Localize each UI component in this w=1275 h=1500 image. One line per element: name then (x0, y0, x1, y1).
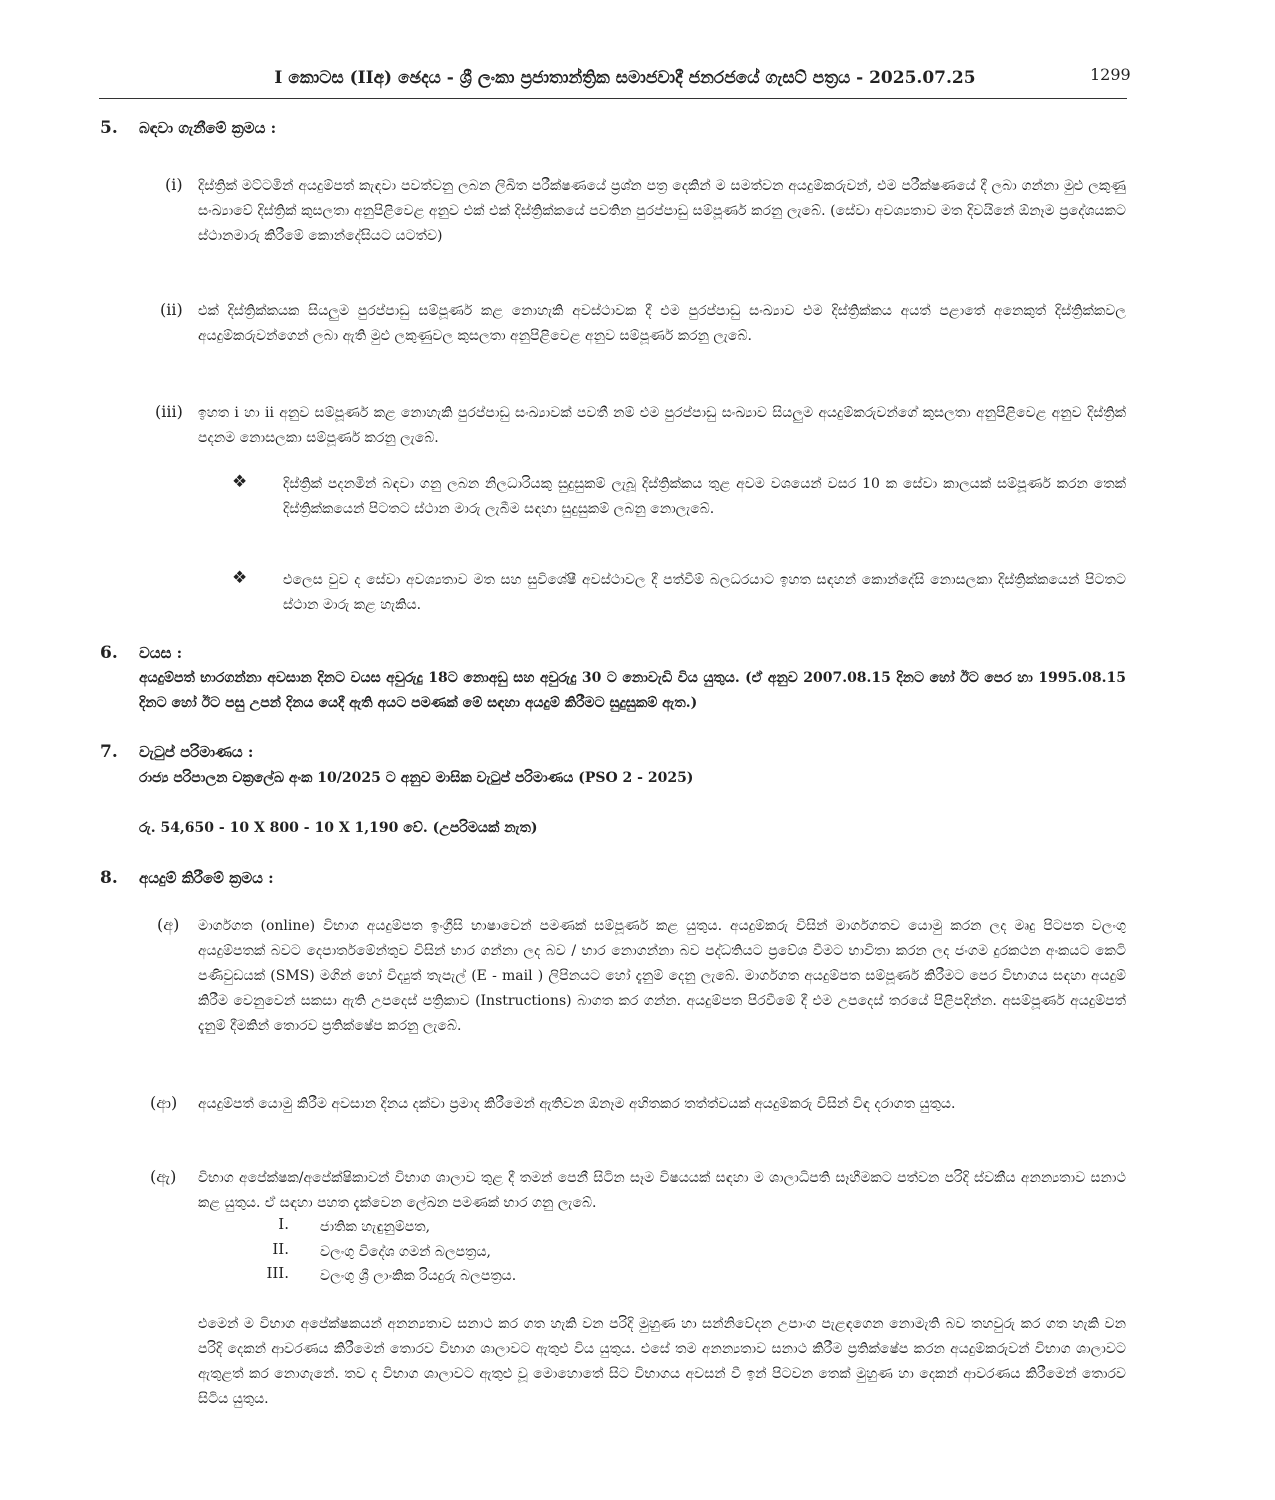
section-6-title: වයස : (139, 644, 183, 662)
section-7-title: වැටුප් පරිමාණය : (139, 743, 254, 761)
document-list-number: II. (272, 1240, 289, 1258)
section-6-text: අයදුම්පත් භාරගන්නා අවසාන දිනට වයස අවුරුදු 18ට නොඅඩු සහ අවුරුදු 30 ට නොවැඩි විය යුතුය. (ඒ අනුව 2007.08.15 දිනට හෝ ඊට පෙර හා 1995.08.15 දිනට හෝ ඊට පසු උපන් දිනය යෙදී ඇති අයට පමණක් මේ සඳහා අයදුම් කිරීමට සුදුසුකම් ඇත.) (139, 670, 1126, 711)
section-5-item-1-text: දිස්ත්‍රික් මට්ටමින් අයදුම්පත් කැඳවා පවත්වනු ලබන ලිඛිත පරීක්ෂණයේ ප්‍රශ්න පත්‍ර දෙකින් ම සමත්වන අයදුම්කරුවන්, එම පරීක්ෂණයේ දී ලබා ගන්නා මුළු ලකුණු සංඛ්‍යාවේ දිස්ත්‍රික් කුසලතා අනුපිළිවෙළ අනුව එක් එක් දිස්ත්‍රික්කයේ පවතින පුරප්පාඩු සම්පූර්ණ කරනු ලැබේ. (සේවා අවශ්‍යතාව මත දිවයිනේ ඕනෑම ප්‍රදේශයකට ස්ථානමාරු කිරීමේ කොන්දේසියට යටත්ව) (198, 178, 1126, 244)
section-8-number: 8. (100, 868, 118, 888)
section-7-line-1: රාජ්‍ය පරිපාලන චක්‍රලේඛ අංක 10/2025 ට අනුව මාසික වැටුප් පරිමාණය (PSO 2 - 2025) (139, 770, 694, 786)
document-list-item: ජාතික හැඳුනුම්පත, (320, 1219, 431, 1235)
section-5-item-3-label: (iii) (155, 402, 183, 421)
bullet-icon: ❖ (232, 568, 248, 588)
section-5-item-2-label: (ii) (160, 300, 183, 319)
document-list-item: වලංගු ශ්‍රී ලාංකික රියදුරු බලපත්‍රය. (320, 1268, 517, 1284)
section-8-item-aa-text: අයදුම්පත් යොමු කිරීම අවසාන දිනය දක්වා ප්‍රමාද කිරීමෙන් ඇතිවන ඕනෑම අහිතකර තත්ත්වයක් අයදුම්කරු විසින් විඳ දරාගත යුතුය. (198, 1096, 956, 1112)
section-5-item-3-text: ඉහත i හා ii අනුව සම්පූර්ණ කළ නොහැකි පුරප්පාඩු සංඛ්‍යාවක් පවතී නම් එම පුරප්පාඩු සංඛ්‍යාව සියලුම අයදුම්කරුවන්ගේ කුසලතා අනුපිළිවෙළ අනුව දිස්ත්‍රික් පදනම නොසලකා සම්පූර්ණ කරනු ලැබේ. (198, 405, 1126, 446)
section-6-number: 6. (100, 643, 118, 663)
document-list-number: I. (278, 1215, 289, 1233)
section-8-item-a-text: මාර්ගගත (online) විභාග අයදුම්පත ඉංග්‍රීසි භාෂාවෙන් පමණක් සම්පූර්ණ කළ යුතුය. අයදුම්කරු විසින් මාර්ගගතව යොමු කරන ලද මෘදු පිටපත වලංගු අයදුම්පතක් බවට දෙපාර්තමේන්තුව විසින් භාර ගන්නා ලද බව / භාර නොගන්නා බව පද්ධතියට ප්‍රවේශ වීමට භාවිතා කරන ලද ජංගම දුරකථන අංකයට කෙටි පණිවුඩයක් (SMS) මගින් හෝ විද්‍යුත් තැපැල් (E - mail ) ලිපිනයට හෝ දැනුම් දෙනු ලැබේ. මාර්ගගත අයදුම්පත සම්පූර්ණ කිරීමට පෙර විභාගය සඳහා අයදුම් කිරීම වෙනුවෙන් සකසා ඇති උපදෙස් පත්‍රිකාව (Instructions) බාගත කර ගන්න. අයදුම්පත පිරවීමේ දී එම උපදෙස් තරයේ පිළිපදින්න. අසම්පූර්ණ අයදුම්පත් දැනුම් දීමකින් තොරව ප්‍රතික්ෂේප කරනු ලැබේ. (198, 918, 1126, 1034)
bullet-icon: ❖ (232, 472, 248, 492)
section-5-number: 5. (100, 118, 118, 138)
section-8-closing-paragraph: එමෙන් ම විභාග අපේක්ෂකයන් අනන්‍යතාව සනාථ කර ගත හැකි වන පරිදි මුහුණ හා සන්නිවේදන උපාංග පැළඳගෙන නොමැති බව තහවුරු කර ගත හැකි වන පරිදි දෙකන් ආවරණය කිරීමෙන් තොරව විභාග ශාලාවට ඇතුළු විය යුතුය. එසේ තම අනන්‍යතාව සනාථ කිරීම ප්‍රතික්ෂේප කරන අයදුම්කරුවන් විභාග ශාලාවට ඇතුළත් කර නොගැනේ. තව ද විභාග ශාලාවට ඇතුළු වූ මොහොතේ සිට විභාගය අවසන් වී ඉන් පිටවන තෙක් මුහුණ හා දෙකන් ආවරණය කිරීමෙන් තොරව සිටිය යුතුය. (198, 1316, 1126, 1407)
section-5-bullet-1-text: දිස්ත්‍රික් පදනමින් බඳවා ගනු ලබන නිලධාරියකු සුදුසුකම් ලැබූ දිස්ත්‍රික්කය තුළ අවම වශයෙන් වසර 10 ක සේවා කාලයක් සම්පූර්ණ කරන තෙක් දිස්ත්‍රික්කයෙන් පිටතට ස්ථාන මාරු ලැබීම සඳහා සුදුසුකම් ලබනු නොලැබේ. (283, 476, 1126, 517)
section-8-item-ae-text: විභාග අපේක්ෂක/අපේක්ෂිකාවන් විභාග ශාලාව තුළ දී තමන් පෙනී සිටින සෑම විෂයයක් සඳහා ම ශාලාධිපති සෑහීමකට පත්වන පරිදි ස්වකීය අනන්‍යතාව සනාථ කළ යුතුය. ඒ සඳහා පහත දැක්වෙන ලේඛන පමණක් භාර ගනු ලැබේ. (198, 1170, 1126, 1211)
section-5-item-2-text: එක් දිස්ත්‍රික්කයක සියලුම පුරප්පාඩු සම්පූර්ණ කළ නොහැකි අවස්ථාවක දී එම පුරප්පාඩු සංඛ්‍යාව එම දිස්ත්‍රික්කය අයත් පළාතේ අනෙකුත් දිස්ත්‍රික්කවල අයදුම්කරුවන්ගෙන් ලබා ඇති මුළු ලකුණුවල කුසලතා අනුපිළිවෙළ අනුව සම්පූර්ණ කරනු ලැබේ. (198, 303, 1126, 344)
document-list-item: වලංගු විදේශ ගමන් බලපත්‍රය, (320, 1244, 491, 1260)
section-7-number: 7. (100, 742, 118, 762)
section-5-item-1-label: (i) (165, 175, 183, 194)
section-7-line-2: රු. 54,650 - 10 X 800 - 10 X 1,190 වේ. (උපරිමයක් නැත) (139, 820, 538, 836)
document-list-number: III. (266, 1264, 289, 1282)
page-number: 1299 (1090, 65, 1131, 84)
section-5-bullet-2-text: එලෙස වුව ද සේවා අවශ්‍යතාව මත සහ සුවිශේෂී අවස්ථාවල දී පත්වීම් බලධරයාට ඉහත සඳහන් කොන්දේසි නොසලකා දිස්ත්‍රික්කයෙන් පිටතට ස්ථාන මාරු කළ හැකිය. (283, 572, 1126, 613)
section-5-title: බඳවා ගැනීමේ ක්‍රමය : (139, 119, 277, 137)
section-8-item-ae-label: (ඇ) (150, 1167, 177, 1186)
page-header-title: I කොටස (IIඅ) ඡෙදය - ශ්‍රී ලංකා ප්‍රජාතාන්ත්‍රික සමාජවාදී ජනරජයේ ගැසට් පත්‍රය - 2025.07.25 (274, 68, 976, 88)
section-8-item-aa-label: (ආ) (150, 1093, 178, 1112)
section-8-item-a-label: (අ) (157, 915, 180, 934)
section-8-title: අයදුම් කිරීමේ ක්‍රමය : (139, 869, 274, 887)
header-divider (99, 98, 1127, 99)
